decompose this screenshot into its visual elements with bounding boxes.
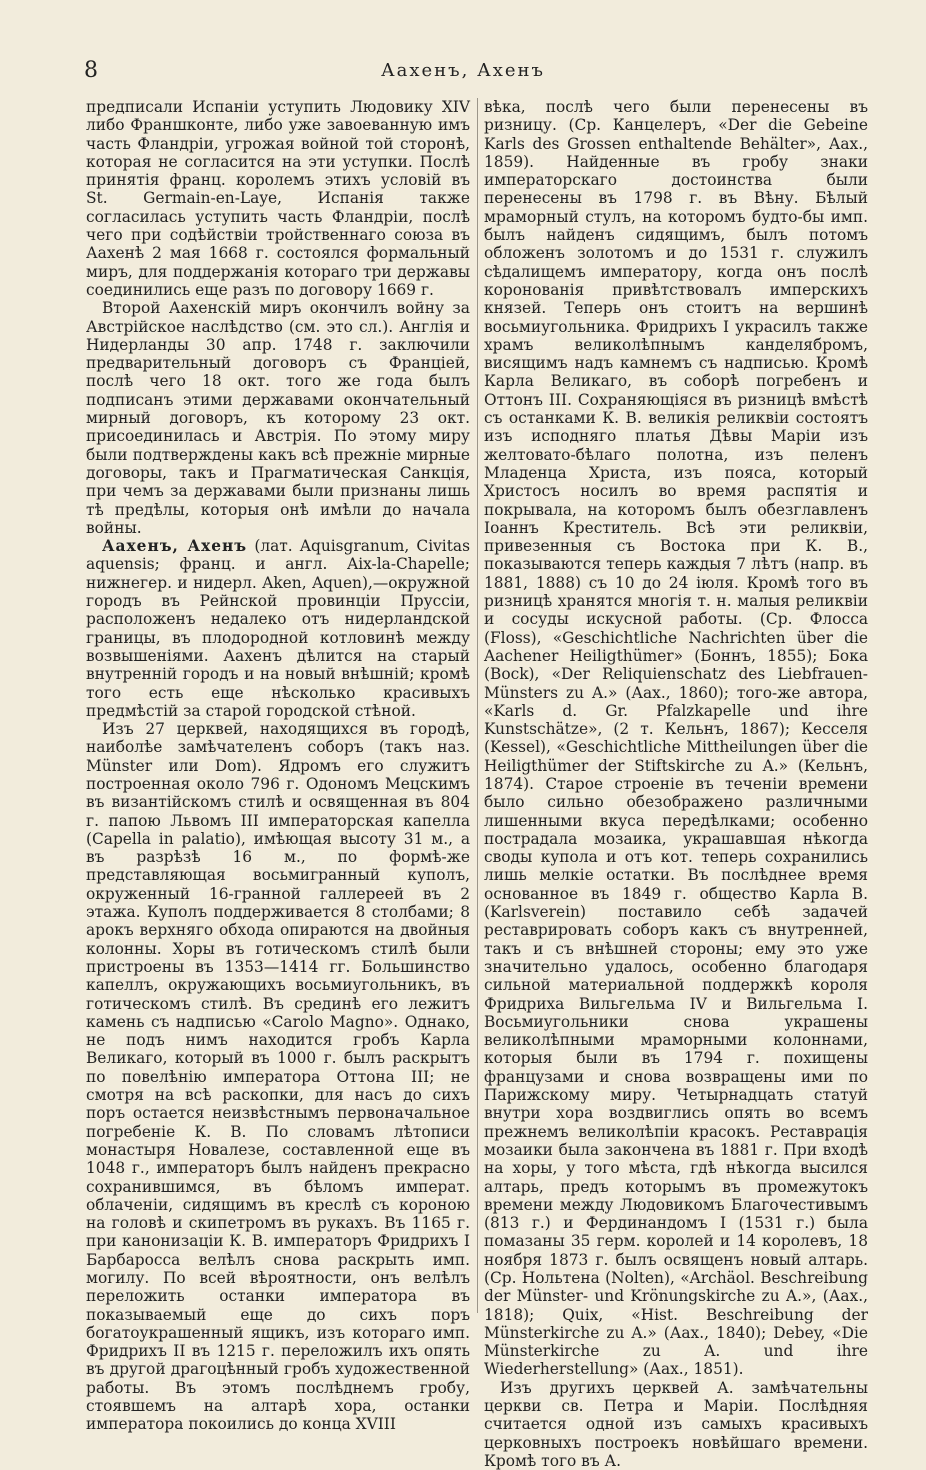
paragraph: вѣка, послѣ чего были перенесены въ ризницу. (Ср. Канцелеръ, «Der die Gebeine Karls des Grossen enthaltende Behälter», Аах., 1859). Найденные въ гробу знаки императорскаго достоинства были перенесены въ 1798 г. въ Вѣну. Бѣлый мраморный стулъ, на которомъ будто-бы имп. былъ найденъ сидящимъ, былъ потомъ обложенъ золотомъ и до 1531 г. служилъ сѣдалищемъ императору, когда онъ послѣ коронованія привѣтствовалъ имперскихъ князей. Теперь онъ стоитъ на вершинѣ восьмиугольника. Фридрихъ I украсилъ также храмъ великолѣпнымъ канделябромъ, висящимъ надъ камнемъ съ надписью. Кромѣ Карла Великаго, въ соборѣ погребенъ и Оттонъ III. Сохраняющіяся въ ризницѣ вмѣстѣ съ останками К. В. великія реликвіи состоятъ изъ исподняго платья Дѣвы Маріи изъ желтовато-бѣлаго полотна, изъ пеленъ Младенца Христа, изъ пояса, который Христосъ носилъ во время распятія и покрывала, на которомъ былъ обезглавленъ Іоаннъ Креститель. Всѣ эти реликвіи, привезенныя съ Востока при К. В., показываются теперь каждыя 7 лѣтъ (напр. въ 1881, 1888) съ 10 до 24 іюля. Кромѣ того въ ризницѣ хранятся многія т. н. малыя реликвіи и сосуды искусной работы. (Ср. Флосса (Floss), «Geschichtliche Nachrichten über die Aachener Heiligthümer» (Боннъ, 1855); Бока (Bock), «Der Reliquienschatz des Liebfrauen-Münsters zu A.» (Аах., 1860); того-же автора, «Karls d. Gr. Pfalzkapelle und ihre Kunstschätze», (2 т. Кельнъ, 1867); Кесселя (Kessel), «Geschichtliche Mittheilungen über die Heiligthümer der Stiftskirche zu A.» (Кельнъ, 1874). Старое строеніе въ теченіи времени было сильно обезображено различными лишенными вкуса передѣлками; особенно пострадала мозаика, украшавшая нѣкогда своды купола и отъ кот. теперь сохранились лишь мелкіе остатки. Въ послѣднее время основанное въ 1849 г. общество Карла В. (Karlsverein) поставило себѣ задачей реставрировать соборъ какъ съ внутренней, такъ и съ внѣшней стороны; ему это уже значительно удалось, особенно благодаря сильной материальной поддержкѣ короля Фридриха Вильгельма IV и Вильгельма I. Восьмиугольники снова украшены великолѣпными мраморными колоннами, которыя были въ 1794 г. похищены французами и снова возвращены ими по Парижскому миру. Четырнадцать статуй внутри хора воздвиглись опять во всемъ прежнемъ великолѣпіи красокъ. Реставрація мозаики была закончена въ 1881 г. При входѣ на хоры, у того мѣста, гдѣ нѣкогда высился алтарь, предъ которымъ въ промежутокъ времени между Людовикомъ Благочестивымъ (813 г.) и Фердинандомъ I (1531 г.) была помазаны 35 герм. королей и 14 королевъ, 18 ноября 1873 г. былъ освященъ новый алтарь. (Ср. Нольтена (Nolten), «Archäol. Beschreibung der Münster- und Krönungskirche zu A.», (Аах., 1818); Quix, «Hist. Beschreibung der Münsterkirche zu A.» (Аах., 1840); Debey, «Die Münsterkirche zu A. und ihre Wiederherstellung» (Аах., 1851). — [484, 98, 868, 1379]
right-column — [484, 98, 868, 1470]
entry-text: (лат. Aquisgranum, Civitas aquensis; франц. и англ. Aix-la-Chapelle; нижнегер. и нидерл. Aken, Aquen),—окружной городъ въ Рейнской провинціи Пруссіи, расположенъ недалеко отъ нидерландской границы, въ плодородной котловинѣ между возвышеніями. Аахенъ дѣлится на старый внутренній городъ и на новый внѣшній; кромѣ того есть еще нѣсколько красивыхъ предмѣстій за старой городской стѣной. — [86, 537, 470, 720]
paragraph: Второй Аахенскій миръ окончилъ войну за Австрійское наслѣдство (см. это сл.). Англія и Нидерланды 30 апр. 1748 г. заключили предварительный договоръ съ Франціей, послѣ чего 18 окт. того же года былъ подписанъ этими державами окончательный мирный договоръ, къ которому 23 окт. присоединилась и Австрія. По этому миру были подтверждены какъ всѣ прежніе мирные договоры, такъ и Прагматическая Санкція, при чемъ за державами были признаны лишь тѣ предѣлы, которыя онѣ имѣли до начала войны. — [86, 299, 470, 537]
paragraph: Изъ другихъ церквей А. замѣчательны церкви св. Петра и Маріи. Послѣдняя считается одной изъ самыхъ красивыхъ церковныхъ построекъ новѣйшаго времени. Кромѣ того въ А. — [484, 1378, 868, 1470]
paragraph: предписали Испаніи уступить Людовику XIV либо Франшконте, либо уже завоеванную имъ часть Фландріи, угрожая войной той сторонѣ, которая не согласится на эти уступки. Послѣ принятія франц. королемъ этихъ условій въ St. Germain-en-Laye, Испанія также согласилась уступить часть Фландріи, послѣ чего при содѣйствіи тройственнаго союза въ Аахенѣ 2 мая 1668 г. состоялся формальный миръ, для поддержанія котораго три державы соединились еще разъ по договору 1669 г. — [86, 98, 470, 299]
column-divider — [477, 98, 478, 1313]
paragraph: Изъ 27 церквей, находящихся въ городѣ, наиболѣе замѣчателенъ соборъ (такъ наз. Münster или Dom). Ядромъ его служитъ построенная около 796 г. Одономъ Мецскимъ въ византійскомъ стилѣ и освященная въ 804 г. папою Львомъ III императорская капелла (Capella in palatio), имѣющая высоту 31 м., а въ разрѣзѣ 16 м., по формѣ-же представляющая восьмигранный куполъ, окруженный 16-гранной галлереей въ 2 этажа. Куполъ поддерживается 8 столбами; 8 арокъ верхняго обхода опираются на двойныя колонны. Хоры въ готическомъ стилѣ были пристроены въ 1353—1414 гг. Большинство капеллъ, окружающихъ восьмиугольникъ, въ готическомъ стилѣ. Въ срединѣ его лежитъ камень съ надписью «Carolo Magno». Однако, не подъ нимъ находится гробъ Карла Великаго, который въ 1000 г. былъ раскрытъ по повелѣнію императора Оттона III; не смотря на всѣ раскопки, для насъ до сихъ поръ остается неизвѣстнымъ первоначальное погребеніе К. В. По словамъ лѣтописи монастыря Новалезе, составленной еще въ 1048 г., императоръ былъ найденъ прекрасно сохранившимся, въ бѣломъ императ. облаченіи, сидящимъ въ креслѣ съ короною на головѣ и скипетромъ въ рукахъ. Въ 1165 г. при канонизаціи К. В. императоръ Фридрихъ I Барбаросса велѣлъ снова раскрыть имп. могилу. По всей вѣроятности, онъ велѣлъ переложить останки императора въ показываемый еще до сихъ поръ богатоукрашенный ящикъ, изъ котораго имп. Фридрихъ II въ 1215 г. переложилъ ихъ опять въ другой драгоцѣнный гробъ художественной работы. Въ этомъ послѣднемъ гробу, стоявшемъ на алтарѣ хора, останки императора покоились до конца XVIII — [86, 720, 470, 1434]
page-number: 8 — [84, 58, 98, 83]
entry-paragraph — [86, 537, 470, 720]
left-column — [86, 98, 470, 1434]
headword: Аахенъ, Ахенъ — [102, 537, 248, 556]
running-title: Аахенъ, Ахенъ — [381, 60, 545, 81]
